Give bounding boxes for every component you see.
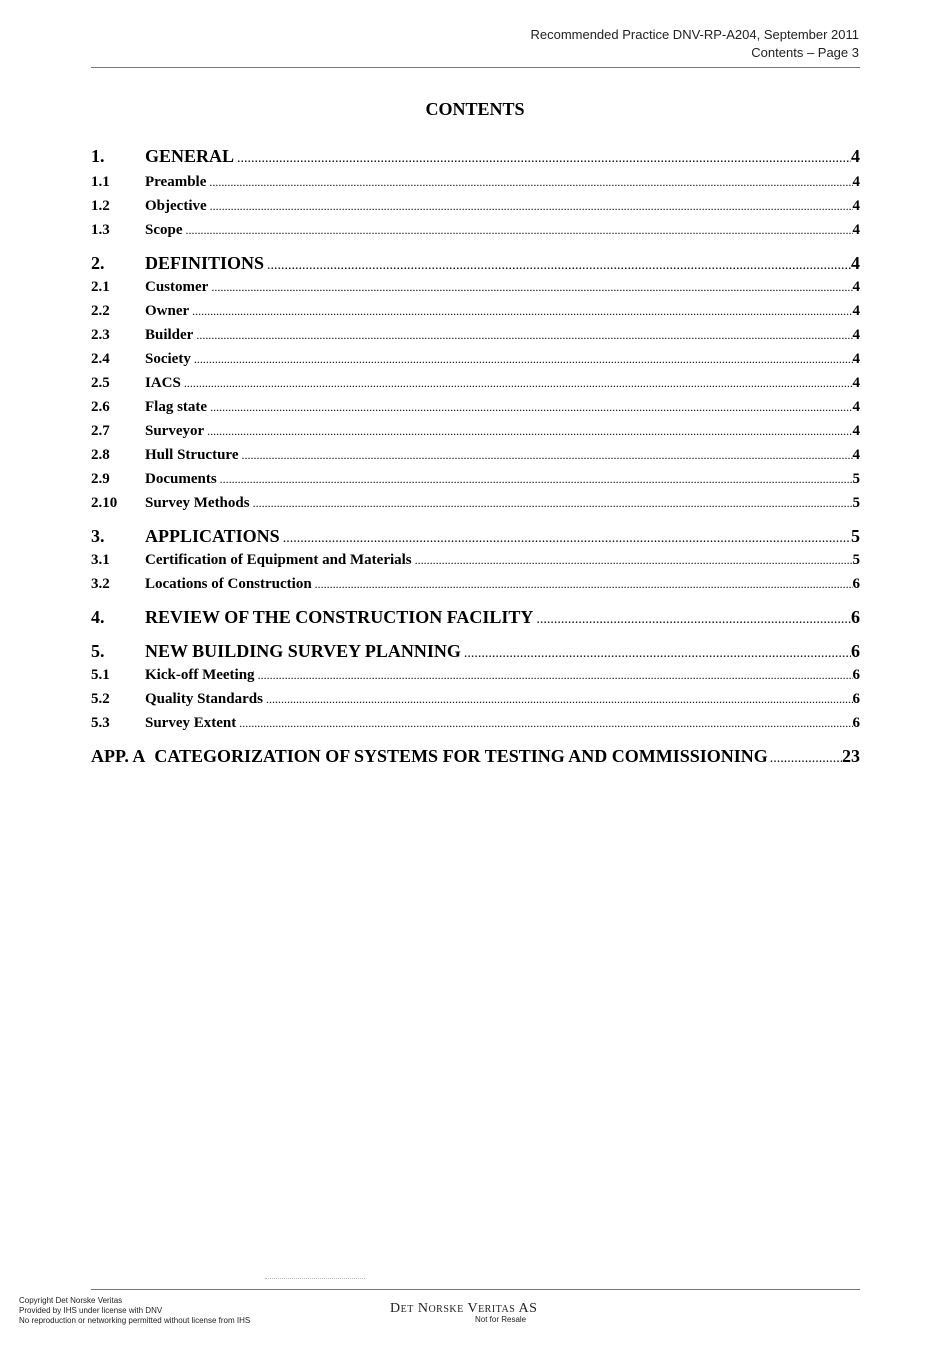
- toc-leader-dots: [181, 376, 853, 391]
- toc-entry[interactable]: [91, 351, 860, 373]
- toc-entry-number: APP. A: [91, 746, 146, 766]
- faint-mark: [265, 1278, 365, 1282]
- toc-entry[interactable]: [91, 198, 860, 220]
- toc-entry-page: 6: [851, 607, 860, 627]
- toc-entry-page: 6: [851, 641, 860, 661]
- toc-entry-page: 5: [852, 495, 860, 511]
- toc-entry-page: 4: [852, 303, 860, 319]
- toc-entry-number: 1.3: [91, 222, 110, 238]
- toc-entry-text: Certification of Equipment and Materials: [145, 552, 412, 568]
- toc-entry[interactable]: [91, 423, 860, 445]
- toc-entry-number: 4.: [91, 607, 105, 627]
- toc-entry-page: 4: [852, 423, 860, 439]
- toc-entry-text: Owner: [145, 303, 190, 319]
- toc-entry-number: 2.1: [91, 279, 110, 295]
- toc-entry[interactable]: [91, 253, 860, 279]
- toc-entry[interactable]: [91, 399, 860, 421]
- toc-entry-page: 4: [852, 399, 860, 415]
- toc-leader-dots: [263, 692, 853, 707]
- toc-leader-dots: [280, 531, 851, 547]
- toc-entry-number: 2.10: [91, 495, 118, 511]
- toc-entry-page: 4: [852, 198, 860, 214]
- toc-entry[interactable]: [91, 495, 860, 517]
- toc-entry[interactable]: [91, 279, 860, 301]
- toc-entry-page: 4: [852, 174, 860, 190]
- toc-entry-text: Surveyor: [145, 423, 205, 439]
- toc-entry-number: 2.3: [91, 327, 110, 343]
- toc-entry[interactable]: [91, 327, 860, 349]
- toc-entry[interactable]: [91, 222, 860, 244]
- toc-entry-page: 4: [852, 327, 860, 343]
- toc-entry-number: 5.3: [91, 715, 110, 731]
- toc-entry[interactable]: [91, 667, 860, 689]
- toc-entry-page: 4: [852, 375, 860, 391]
- toc-entry-text: Locations of Construction: [145, 576, 312, 592]
- toc-leader-dots: [189, 304, 852, 319]
- footer-copyright: [19, 1296, 250, 1326]
- toc-entry-page: 4: [852, 222, 860, 238]
- toc-entry-number: 2.7: [91, 423, 110, 439]
- toc-leader-dots: [191, 352, 853, 367]
- toc-leader-dots: [183, 223, 853, 238]
- publisher-name: Det Norske Veritas AS: [390, 1301, 538, 1316]
- toc-leader-dots: [768, 751, 842, 767]
- toc-entry-page: 4: [852, 447, 860, 463]
- toc-entry-number: 3.: [91, 526, 105, 546]
- toc-entry[interactable]: [91, 691, 860, 713]
- toc-leader-dots: [312, 577, 853, 592]
- toc-entry-page: 6: [852, 667, 860, 683]
- toc-entry-text: REVIEW OF THE CONSTRUCTION FACILITY: [145, 607, 534, 627]
- toc-entry[interactable]: [91, 552, 860, 574]
- toc-leader-dots: [461, 646, 851, 662]
- toc-leader-dots: [207, 400, 852, 415]
- toc-entry-number: 2.5: [91, 375, 110, 391]
- toc-leader-dots: [236, 716, 852, 731]
- toc-entry-page: 5: [852, 471, 860, 487]
- footer-rule: [91, 1289, 860, 1290]
- toc-entry-number: 5.2: [91, 691, 110, 707]
- toc-leader-dots: [238, 448, 852, 463]
- toc-entry-number: 5.1: [91, 667, 110, 683]
- toc-entry-number: 2.8: [91, 447, 110, 463]
- toc-leader-dots: [204, 424, 852, 439]
- toc-leader-dots: [250, 496, 853, 511]
- toc-entry-page: 23: [842, 746, 860, 766]
- toc-entry-number: 1.2: [91, 198, 110, 214]
- toc-entry-page: 4: [852, 351, 860, 367]
- toc-leader-dots: [207, 199, 853, 214]
- toc-entry-number: 3.2: [91, 576, 110, 592]
- copyright-line: No reproduction or networking permitted without license from IHS: [19, 1316, 251, 1325]
- toc-leader-dots: [255, 668, 853, 683]
- toc-entry[interactable]: [91, 174, 860, 196]
- toc-entry-number: 2.9: [91, 471, 110, 487]
- toc-entry-page: 6: [852, 691, 860, 707]
- toc-leader-dots: [264, 258, 851, 274]
- toc-entry-appendix-a[interactable]: [91, 746, 860, 772]
- toc-leader-dots: [208, 280, 852, 295]
- toc-entry-text: Survey Methods: [145, 495, 250, 511]
- toc-entry[interactable]: [91, 641, 860, 667]
- toc-entry-page: 5: [852, 552, 860, 568]
- copyright-line: Copyright Det Norske Veritas: [19, 1296, 123, 1305]
- toc-entry-text: DEFINITIONS: [145, 253, 265, 273]
- toc-entry-text: Customer: [145, 279, 209, 295]
- toc-leader-dots: [193, 328, 852, 343]
- toc-entry-text: Kick-off Meeting: [145, 667, 255, 683]
- toc-entry[interactable]: [91, 303, 860, 325]
- toc-leader-dots: [412, 553, 853, 568]
- toc-entry-number: 1.1: [91, 174, 110, 190]
- header-rule: [91, 67, 860, 68]
- running-header-page: Contents – Page 3: [751, 45, 859, 60]
- toc-entry-page: 6: [852, 715, 860, 731]
- page-title: CONTENTS: [425, 99, 525, 119]
- toc-leader-dots: [206, 175, 852, 190]
- toc-entry-number: 3.1: [91, 552, 110, 568]
- running-header-title: Recommended Practice DNV-RP-A204, September 2011: [530, 27, 859, 42]
- toc-entry-text: Hull Structure: [145, 447, 239, 463]
- toc-entry-page: 6: [852, 576, 860, 592]
- toc-entry[interactable]: [91, 375, 860, 397]
- toc-entry[interactable]: [91, 715, 860, 737]
- toc-entry[interactable]: [91, 447, 860, 469]
- toc-entry-text: Survey Extent: [145, 715, 237, 731]
- toc-entry-text: Documents: [145, 471, 217, 487]
- toc-entry-page: 5: [851, 526, 860, 546]
- toc-entry-text: Objective: [145, 198, 207, 214]
- toc-entry-text: Quality Standards: [145, 691, 263, 707]
- toc-entry[interactable]: [91, 146, 860, 172]
- toc-entry[interactable]: [91, 471, 860, 493]
- toc-entry-page: 4: [851, 253, 860, 273]
- toc-entry-page: 4: [852, 279, 860, 295]
- toc-entry-number: 2.6: [91, 399, 110, 415]
- copyright-line: Provided by IHS under license with DNV: [19, 1306, 163, 1315]
- toc-leader-dots: [234, 151, 851, 167]
- toc-entry-number: 5.: [91, 641, 105, 661]
- toc-entry-page: 4: [851, 146, 860, 166]
- toc-entry-text: GENERAL: [145, 146, 235, 166]
- toc-entry-text: Scope: [145, 222, 183, 238]
- footer-not-for-resale: Not for Resale: [475, 1315, 527, 1324]
- toc-entry-text: APPLICATIONS: [145, 526, 280, 546]
- toc-entry[interactable]: [91, 607, 860, 633]
- toc-entry[interactable]: [91, 526, 860, 552]
- toc-entry-text: IACS: [145, 375, 181, 391]
- toc-entry-number: 2.4: [91, 351, 110, 367]
- toc-entry-text: Flag state: [145, 399, 208, 415]
- toc-entry-text: NEW BUILDING SURVEY PLANNING: [145, 641, 461, 661]
- toc-entry-text: Preamble: [145, 174, 207, 190]
- toc-entry-text: Builder: [145, 327, 194, 343]
- toc-entry-number: 2.: [91, 253, 105, 273]
- toc-entry-text: CATEGORIZATION OF SYSTEMS FOR TESTING AND COMMISSIONING: [154, 746, 768, 766]
- toc-entry[interactable]: [91, 576, 860, 598]
- toc-leader-dots: [533, 612, 851, 628]
- toc-entry-number: 1.: [91, 146, 105, 166]
- toc-entry-number: 2.2: [91, 303, 110, 319]
- toc-entry-text: Society: [145, 351, 191, 367]
- toc-leader-dots: [217, 472, 853, 487]
